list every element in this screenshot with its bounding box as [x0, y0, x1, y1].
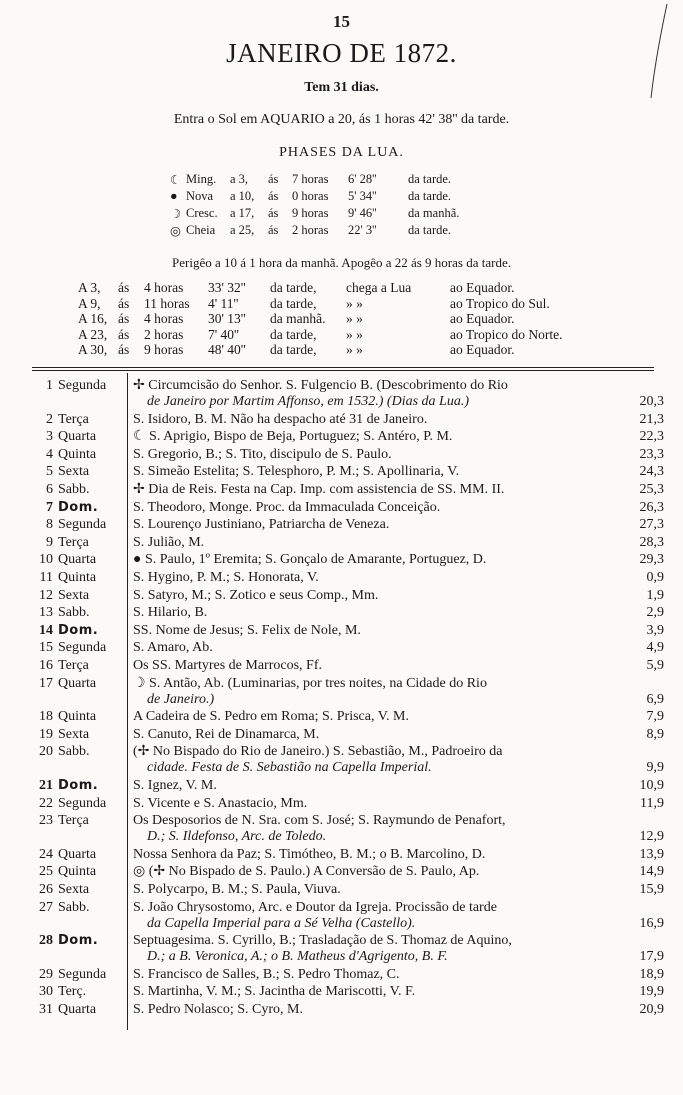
- moon-age: 24,3: [639, 464, 664, 480]
- saint-text: [133, 464, 608, 480]
- weekday: Quarta: [58, 429, 97, 445]
- calendar-row: [0, 967, 683, 983]
- moon-minutes: 30' 13'': [208, 311, 246, 326]
- day-number: 9: [46, 534, 53, 550]
- text-line-1: S. Simeão Estelita; S. Telesphoro, P. M.; S. Apollinaria, V.: [133, 464, 460, 480]
- text-line-1: Os Desposorios de N. Sra. com S. José; S. Raymundo de Penafort,: [133, 813, 506, 829]
- moon-age: 8,9: [646, 726, 664, 742]
- phase-period: da tarde.: [408, 189, 452, 203]
- calendar-row: [0, 570, 683, 586]
- perigee-line: Perigêo a 10 á 1 hora da manhã. Apogêo a 22 ás 9 horas da tarde.: [172, 255, 511, 270]
- calendar-row: [0, 605, 683, 621]
- days-count: Tem 31 dias.: [304, 80, 379, 95]
- calendar-row: [0, 744, 683, 776]
- day-number: 21: [39, 778, 53, 793]
- weekday: Terça: [58, 534, 89, 550]
- phase-at: ás: [268, 223, 279, 237]
- weekday: Terça: [58, 411, 89, 427]
- moon-age: 18,9: [639, 966, 664, 982]
- text-line-2: de Janeiro por Martim Affonso, em 1532.) (Dias da Lua.): [147, 394, 469, 409]
- day-number: 2: [46, 411, 53, 427]
- moon-age: 20,3: [639, 394, 664, 409]
- moon-age: 12,9: [639, 829, 664, 845]
- saint-text: [133, 984, 608, 1000]
- weekday: Quinta: [58, 864, 97, 880]
- moon-age: 17,9: [639, 949, 664, 965]
- weekday: Quarta: [58, 675, 97, 691]
- saint-text: [133, 1002, 608, 1018]
- saint-text: [133, 744, 608, 776]
- moon-place: ao Equador.: [450, 342, 515, 357]
- day-number: 23: [39, 813, 53, 829]
- phase-symbol: ◎: [170, 224, 181, 238]
- calendar-row: [0, 588, 683, 604]
- moon-age: 27,3: [639, 517, 664, 533]
- saint-text: [133, 447, 608, 463]
- calendar-row: [0, 464, 683, 480]
- text-line-1: S. João Chrysostomo, Arc. e Doutor da Igreja. Procissão de tarde: [133, 899, 497, 915]
- text-line-1: Septuagesima. S. Cyrillo, B.; Trasladação de S. Thomaz de Aquino,: [133, 933, 512, 949]
- weekday: Segunda: [58, 517, 107, 533]
- moon-at: ás: [118, 326, 130, 342]
- moon-age: 28,3: [639, 534, 664, 550]
- weekday: Segunda: [58, 795, 107, 811]
- text-line-1: S. Hygino, P. M.; S. Honorata, V.: [133, 570, 319, 585]
- text-line-1: S. Isidoro, B. M. Não ha despacho até 31 de Janeiro.: [133, 411, 428, 427]
- calendar-row: [0, 640, 683, 656]
- moon-period: da tarde,: [270, 295, 317, 311]
- sun-entry: Entra o Sol em AQUARIO a 20, ás 1 horas 42' 38'' da tarde.: [173, 112, 510, 127]
- saint-text: [133, 640, 608, 656]
- calendar-row: [0, 500, 683, 516]
- saint-text: [133, 727, 608, 743]
- weekday: Sabb.: [58, 482, 90, 497]
- saint-text: [133, 847, 608, 863]
- moon-age: 19,9: [639, 984, 664, 1000]
- day-number: 25: [39, 864, 53, 880]
- moon-day: A 16,: [78, 311, 108, 326]
- weekday: Terç.: [58, 984, 87, 1000]
- moon-reach: » »: [346, 311, 363, 326]
- day-number: 18: [39, 709, 53, 725]
- moon-age: 25,3: [639, 482, 664, 497]
- weekday: Quarta: [58, 552, 97, 568]
- saint-text: [133, 535, 608, 551]
- text-line-1: ☽ S. Antão, Ab. (Luminarias, por tres noites, na Cidade do Rio: [133, 675, 487, 691]
- moon-period: da tarde,: [270, 342, 317, 357]
- calendar-row: [0, 864, 683, 880]
- text-line-2: da Capella Imperial para a Sé Velha (Castello).: [147, 915, 416, 931]
- calendar-row: [0, 535, 683, 551]
- day-number: 16: [39, 658, 53, 673]
- moon-age: 20,9: [639, 1002, 664, 1017]
- moon-age: 1,9: [646, 587, 664, 603]
- phase-at: ás: [268, 172, 279, 186]
- text-line-1: S. Vicente e S. Anastacio, Mm.: [133, 795, 308, 811]
- day-number: 19: [39, 726, 53, 742]
- weekday: Sexta: [58, 587, 90, 603]
- text-line-1: Os SS. Martyres de Marrocos, Ff.: [133, 658, 322, 673]
- moon-reach: » »: [346, 295, 363, 311]
- moon-minutes: 4' 11'': [208, 295, 239, 311]
- calendar-row: [0, 933, 683, 965]
- moon-age: 29,3: [639, 552, 664, 568]
- calendar-row: [0, 847, 683, 863]
- moon-hour: 11 horas: [144, 295, 190, 311]
- weekday: Segunda: [58, 378, 107, 393]
- moon-age: 23,3: [639, 446, 664, 462]
- saint-text: [133, 517, 608, 533]
- margin-mark: [635, 2, 675, 102]
- phase-minutes: 5' 34'': [348, 189, 377, 203]
- phases-heading: PHASES DA LUA.: [279, 145, 404, 160]
- day-number: 4: [46, 446, 53, 462]
- phase-minutes: 6' 28'': [348, 172, 377, 186]
- page-number: 15: [333, 12, 350, 31]
- weekday: Sexta: [58, 882, 90, 897]
- day-number: 26: [39, 882, 53, 897]
- moon-minutes: 7' 40'': [208, 326, 239, 342]
- day-number: 6: [46, 482, 53, 497]
- saint-text: [133, 709, 608, 725]
- phase-day: a 25,: [230, 223, 255, 237]
- text-line-1: ● S. Paulo, 1º Eremita; S. Gonçalo de Amarante, Portuguez, D.: [133, 552, 487, 568]
- moon-age: 3,9: [646, 622, 664, 638]
- text-line-1: S. Theodoro, Monge. Proc. da Immaculada Conceição.: [133, 499, 441, 515]
- calendar-row: [0, 676, 683, 708]
- text-line-1: S. Julião, M.: [133, 534, 205, 550]
- weekday: Dom.: [58, 499, 99, 515]
- weekday: Quinta: [58, 446, 97, 462]
- weekday: Dom.: [58, 933, 99, 949]
- weekday: Terça: [58, 658, 89, 673]
- weekday: Sabb.: [58, 744, 90, 760]
- text-line-1: S. Polycarpo, B. M.; S. Paula, Viuva.: [133, 882, 341, 897]
- calendar-row: [0, 727, 683, 743]
- saint-text: [133, 429, 608, 445]
- phase-name: Ming.: [186, 172, 217, 186]
- day-number: 1: [46, 378, 53, 393]
- moon-at: ás: [118, 342, 130, 357]
- saint-text: [133, 676, 608, 708]
- moon-age: 14,9: [639, 864, 664, 880]
- phase-day: a 17,: [230, 206, 255, 220]
- moon-age: 21,3: [639, 411, 664, 427]
- moon-day: A 30,: [78, 342, 108, 357]
- day-number: 27: [39, 899, 53, 915]
- text-line-1: S. Pedro Nolasco; S. Cyro, M.: [133, 1002, 303, 1017]
- moon-hour: 2 horas: [144, 326, 184, 342]
- moon-age: 4,9: [646, 640, 664, 656]
- day-number: 22: [39, 795, 53, 811]
- day-number: 12: [39, 587, 53, 603]
- phase-symbol: ☾: [170, 173, 182, 187]
- text-line-1: S. Canuto, Rei de Dinamarca, M.: [133, 726, 320, 742]
- moon-age: 9,9: [646, 760, 664, 776]
- moon-age: 16,9: [639, 915, 664, 931]
- moon-period: da tarde,: [270, 280, 317, 295]
- phase-period: da tarde.: [408, 172, 452, 186]
- weekday: Segunda: [58, 966, 107, 982]
- moon-age: 7,9: [646, 709, 664, 725]
- saint-text: [133, 412, 608, 428]
- calendar-row: [0, 447, 683, 463]
- moon-age: 15,9: [639, 882, 664, 897]
- moon-period: da tarde,: [270, 326, 317, 342]
- text-line-1: S. Ignez, V. M.: [133, 778, 217, 793]
- phase-hour: 7 horas: [292, 172, 329, 186]
- day-number: 14: [39, 622, 53, 638]
- day-number: 28: [39, 933, 53, 949]
- moon-at: ás: [118, 280, 130, 295]
- calendar-row: [0, 882, 683, 898]
- moon-hour: 4 horas: [144, 280, 184, 295]
- phase-name: Nova: [186, 189, 214, 203]
- weekday: Dom.: [58, 778, 99, 793]
- moon-minutes: 48' 40'': [208, 342, 246, 357]
- day-number: 24: [39, 846, 53, 862]
- saint-text: [133, 552, 608, 568]
- day-number: 10: [39, 552, 53, 568]
- text-line-1: S. Gregorio, B.; S. Tito, discipulo de S. Paulo.: [133, 446, 392, 462]
- day-number: 5: [46, 464, 53, 480]
- moon-age: 5,9: [646, 658, 664, 673]
- text-line-2: cidade. Festa de S. Sebastião na Capella Imperial.: [147, 760, 432, 776]
- saint-text: [133, 482, 608, 498]
- divider-bottom: [32, 370, 654, 371]
- moon-age: 10,9: [639, 778, 664, 793]
- phase-at: ás: [268, 189, 279, 203]
- phase-minutes: 9' 46'': [348, 206, 377, 220]
- calendar-row: [0, 813, 683, 845]
- calendar-row: [0, 412, 683, 428]
- saint-text: [133, 570, 608, 586]
- saint-text: [133, 796, 608, 812]
- moon-hour: 9 horas: [144, 342, 184, 357]
- phase-name: Cresc.: [186, 206, 218, 220]
- day-number: 17: [39, 675, 53, 691]
- moon-age: 0,9: [646, 570, 664, 585]
- saint-text: [133, 813, 608, 845]
- divider-top: [32, 367, 654, 368]
- moon-place: ao Equador.: [450, 311, 515, 326]
- month-title: JANEIRO DE 1872.: [226, 38, 457, 68]
- calendar-row: [0, 984, 683, 1000]
- phase-at: ás: [268, 206, 279, 220]
- weekday: Sabb.: [58, 605, 90, 621]
- day-number: 29: [39, 966, 53, 982]
- saint-text: [133, 778, 608, 794]
- saint-text: [133, 500, 608, 516]
- moon-day: A 23,: [78, 326, 108, 342]
- phase-minutes: 22' 3'': [348, 223, 377, 237]
- phase-day: a 10,: [230, 189, 255, 203]
- calendar-row: [0, 517, 683, 533]
- text-line-1: (✢ No Bispado do Rio de Janeiro.) S. Sebastião, M., Padroeiro da: [133, 744, 503, 760]
- phase-hour: 0 horas: [292, 189, 329, 203]
- moon-at: ás: [118, 295, 130, 311]
- calendar-row: [0, 778, 683, 794]
- day-number: 31: [39, 1002, 53, 1017]
- phase-period: da tarde.: [408, 223, 452, 237]
- day-number: 15: [39, 640, 53, 656]
- calendar-row: [0, 1002, 683, 1018]
- text-line-2: D.; a B. Veronica, A.; o B. Matheus d'Agrigento, B. F.: [147, 949, 448, 965]
- saint-text: [133, 900, 608, 932]
- calendar-row: [0, 378, 683, 410]
- phase-symbol: ☽: [170, 207, 182, 221]
- text-line-1: ✢ Dia de Reis. Festa na Cap. Imp. com assistencia de SS. MM. II.: [133, 482, 505, 497]
- moon-at: ás: [118, 311, 130, 326]
- moon-place: ao Equador.: [450, 280, 515, 295]
- weekday: Dom.: [58, 622, 99, 638]
- saint-text: [133, 623, 608, 639]
- phase-period: da manhã.: [408, 206, 460, 220]
- text-line-1: S. Hilario, B.: [133, 605, 208, 621]
- weekday: Quinta: [58, 709, 97, 725]
- text-line-1: S. Lourenço Justiniano, Patriarcha de Veneza.: [133, 517, 390, 533]
- moon-reach: » »: [346, 326, 363, 342]
- moon-reach: » »: [346, 342, 363, 357]
- weekday: Terça: [58, 813, 89, 829]
- text-line-2: D.; S. Ildefonso, Arc. de Toledo.: [147, 829, 327, 845]
- weekday: Sexta: [58, 464, 90, 480]
- calendar-row: [0, 429, 683, 445]
- moon-age: 11,9: [640, 795, 664, 811]
- moon-period: da manhã.: [270, 311, 326, 326]
- saint-text: [133, 933, 608, 965]
- saint-text: [133, 588, 608, 604]
- text-line-1: S. Francisco de Salles, B.; S. Pedro Thomaz, C.: [133, 966, 400, 982]
- text-line-1: Nossa Senhora da Paz; S. Timótheo, B. M.; o B. Marcolino, D.: [133, 846, 486, 862]
- day-number: 11: [39, 570, 53, 585]
- text-line-1: SS. Nome de Jesus; S. Felix de Nole, M.: [133, 622, 361, 638]
- text-line-1: ☾ S. Aprigio, Bispo de Beja, Portuguez; S. Antéro, P. M.: [133, 429, 453, 445]
- weekday: Quarta: [58, 1002, 97, 1017]
- text-line-1: ✢ Circumcisão do Senhor. S. Fulgencio B. (Descobrimento do Rio: [133, 378, 508, 393]
- calendar-row: [0, 623, 683, 639]
- saint-text: [133, 882, 608, 898]
- text-line-1: S. Amaro, Ab.: [133, 640, 213, 656]
- moon-hour: 4 horas: [144, 311, 184, 326]
- moon-day: A 9,: [78, 295, 101, 311]
- weekday: Sexta: [58, 726, 90, 742]
- moon-age: 22,3: [639, 429, 664, 445]
- moon-age: 6,9: [646, 691, 664, 707]
- day-number: 20: [39, 744, 53, 760]
- moon-age: 13,9: [639, 846, 664, 862]
- saint-text: [133, 378, 608, 410]
- calendar-row: [0, 552, 683, 568]
- phase-symbol: ●: [170, 189, 178, 203]
- weekday: Quinta: [58, 570, 97, 585]
- moon-reach: chega a Lua: [346, 280, 412, 295]
- moon-age: 26,3: [639, 499, 664, 515]
- day-number: 8: [46, 517, 53, 533]
- text-line-2: de Janeiro.): [147, 691, 215, 707]
- moon-age: 2,9: [646, 605, 664, 621]
- phase-hour: 2 horas: [292, 223, 329, 237]
- weekday: Sabb.: [58, 899, 90, 915]
- saint-text: [133, 864, 608, 880]
- day-number: 3: [46, 429, 53, 445]
- saint-text: [133, 605, 608, 621]
- moon-minutes: 33' 32'': [208, 280, 246, 295]
- text-line-1: A Cadeira de S. Pedro em Roma; S. Prisca, V. M.: [133, 709, 409, 725]
- phase-hour: 9 horas: [292, 206, 329, 220]
- saint-text: [133, 967, 608, 983]
- phase-day: a 3,: [230, 172, 249, 186]
- text-line-1: S. Martinha, V. M.; S. Jacintha de Mariscotti, V. F.: [133, 984, 416, 1000]
- moon-day: A 3,: [78, 280, 101, 295]
- text-line-1: ◎ (✢ No Bispado de S. Paulo.) A Conversão de S. Paulo, Ap.: [133, 864, 480, 880]
- text-line-1: S. Satyro, M.; S. Zotico e seus Comp., Mm.: [133, 587, 379, 603]
- weekday: Segunda: [58, 640, 107, 656]
- moon-place: ao Tropico do Sul.: [450, 295, 550, 311]
- calendar-row: [0, 482, 683, 498]
- day-number: 30: [39, 984, 53, 1000]
- saint-text: [133, 658, 608, 674]
- phase-name: Cheia: [186, 223, 216, 237]
- moon-place: ao Tropico do Norte.: [450, 326, 563, 342]
- calendar-row: [0, 709, 683, 725]
- weekday: Quarta: [58, 846, 97, 862]
- day-number: 13: [39, 605, 53, 621]
- calendar-row: [0, 900, 683, 932]
- calendar-row: [0, 658, 683, 674]
- day-number: 7: [46, 499, 53, 515]
- calendar-row: [0, 796, 683, 812]
